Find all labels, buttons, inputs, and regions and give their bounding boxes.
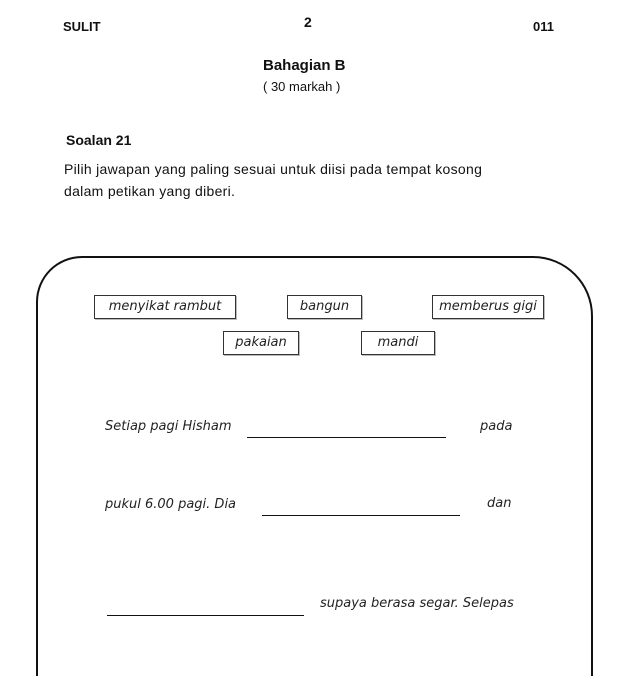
passage-line-3-end: supaya berasa segar. Selepas [320,596,514,611]
header-sulit: SULIT [63,19,101,34]
passage-frame [36,256,593,676]
page-number: 2 [304,14,312,30]
word-box-mandi: mandi [361,331,435,355]
blank-2[interactable] [262,515,460,516]
section-title: Bahagian B [263,57,346,74]
question-label: Soalan 21 [66,132,132,148]
passage-line-1-start: Setiap pagi Hisham [105,419,232,434]
passage-line-1-end: pada [480,419,513,434]
blank-3[interactable] [107,615,304,616]
word-box-memberus-gigi: memberus gigi [432,295,544,319]
instruction-line-2: dalam petikan yang diberi. [64,183,236,199]
word-box-bangun: bangun [287,295,362,319]
word-box-pakaian: pakaian [223,331,299,355]
blank-1[interactable] [247,437,446,438]
section-marks: ( 30 markah ) [263,79,341,94]
passage-line-2-end: dan [487,496,512,511]
passage-line-2-start: pukul 6.00 pagi. Dia [105,497,237,512]
header-code: 011 [533,19,554,34]
word-box-menyikat-rambut: menyikat rambut [94,295,236,319]
instruction-line-1: Pilih jawapan yang paling sesuai untuk diisi pada tempat kosong [64,161,483,177]
